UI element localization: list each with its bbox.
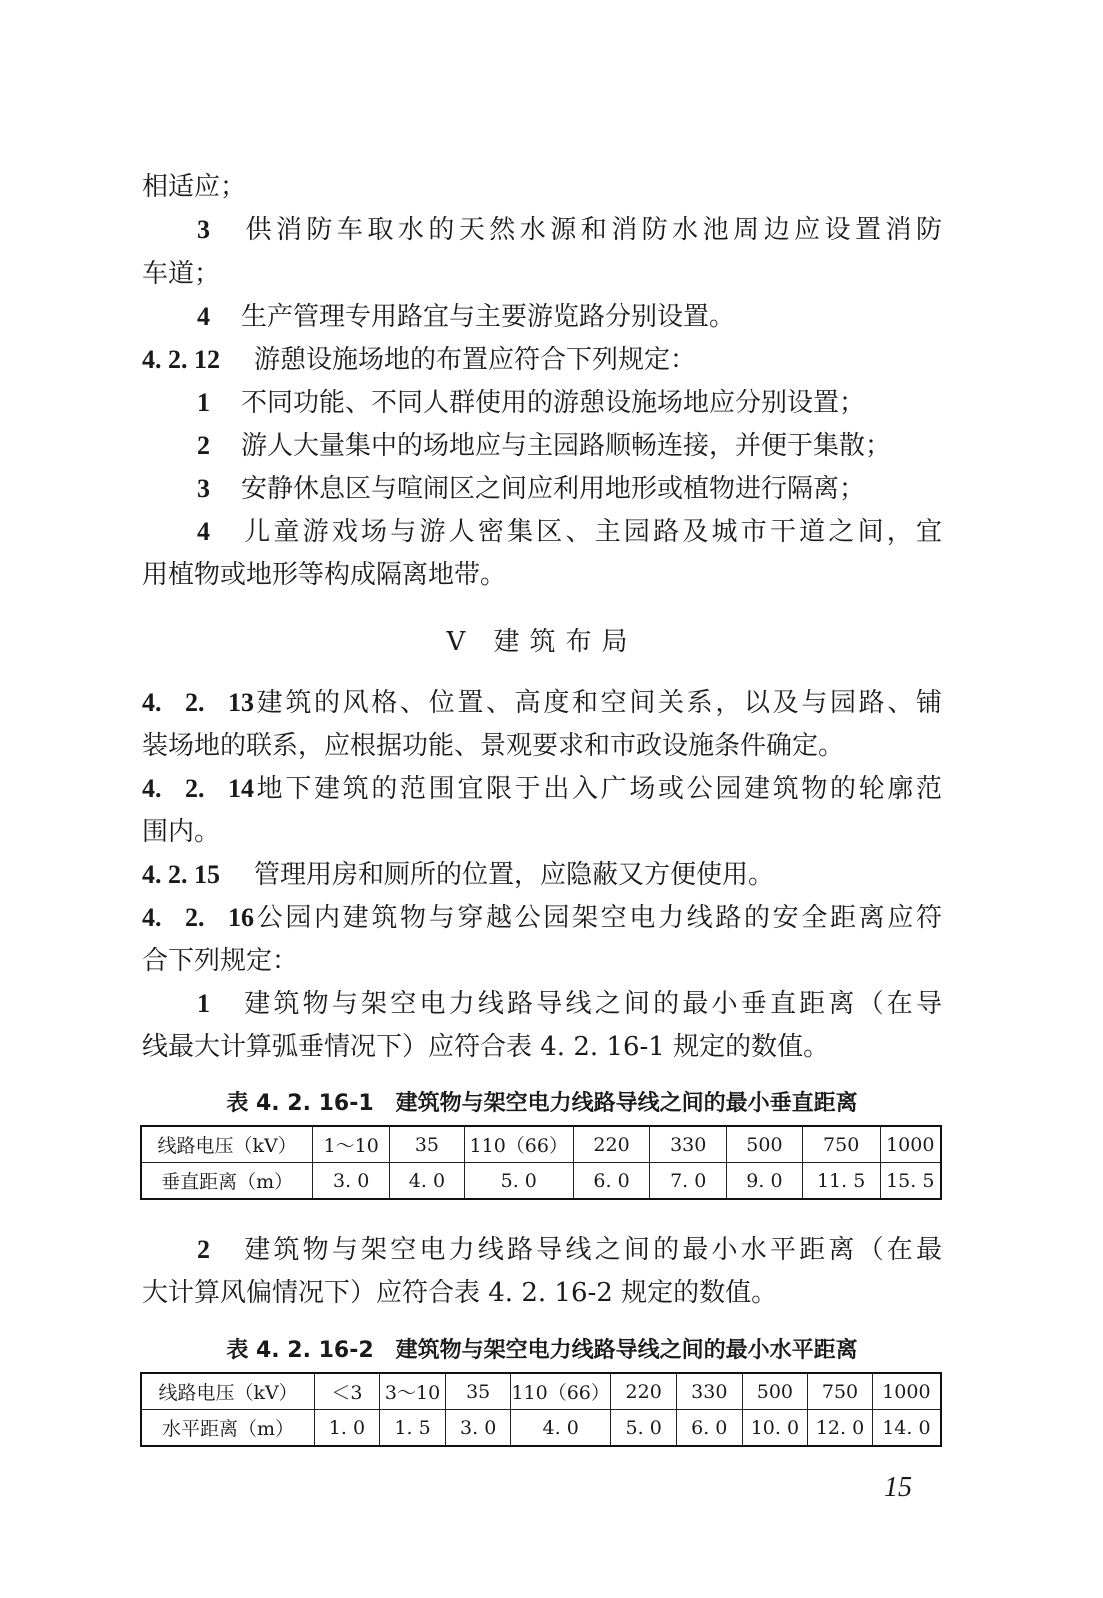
table-cell: 330 [676,1373,742,1410]
section-heading: Ⅴ 建筑布局 [446,627,638,657]
row-header: 线路电压（kV） [141,1373,315,1410]
table-cell: 750 [808,1373,873,1410]
table-cell: 9. 0 [727,1163,803,1200]
table-cell: 500 [727,1126,803,1163]
list-number: 4 [197,302,210,331]
table-cell: 5. 0 [611,1410,677,1447]
table-cell: 1. 5 [379,1410,446,1447]
clause-4-2-15 [142,858,942,892]
table-cell: 1. 0 [315,1410,380,1447]
clause-4-2-14-continuation: 围内。 [142,817,221,847]
list-text: 建筑物与架空电力线路导线之间的最小水平距离（在最 [241,1235,942,1265]
table-row [141,1410,941,1447]
clause-number: 4. 2. 15 [142,860,220,889]
list-number: 2 [197,1235,210,1264]
paragraph-continuation: 相适应； [142,172,247,202]
clause-4-2-16-item-1-continuation: 线最大计算弧垂情况下）应符合表 4. 2. 16-1 规定的数值。 [142,1032,830,1062]
list-number: 4 [197,517,210,546]
table-cell: 330 [650,1126,727,1163]
table-row [141,1373,941,1410]
clause-4-2-16-item-1 [197,987,942,1021]
table-cell: 3. 0 [446,1410,511,1447]
table-cell: 1000 [880,1126,941,1163]
list-text: 安静休息区与喧闹区之间应利用地形或植物进行隔离； [241,474,866,504]
list-number: 1 [197,388,210,417]
clause-text: 管理用房和厕所的位置，应隐蔽又方便使用。 [254,860,775,890]
table-cell: 500 [742,1373,808,1410]
table-caption: 表 4. 2. 16-2 建筑物与架空电力线路导线之间的最小水平距离 [226,1338,858,1363]
list-text: 建筑物与架空电力线路导线之间的最小垂直距离（在导 [241,989,942,1019]
clause-4-2-16-item-2-continuation: 大计算风偏情况下）应符合表 4. 2. 16-2 规定的数值。 [142,1278,778,1308]
clause-number: 4. 2. 16 [142,903,254,932]
table-cell: 6. 0 [573,1163,650,1200]
table-cell: 35 [446,1373,511,1410]
table-cell: 1000 [872,1373,941,1410]
table-caption: 表 4. 2. 16-1 建筑物与架空电力线路导线之间的最小垂直距离 [226,1091,858,1116]
table-cell: 4. 0 [510,1410,610,1447]
table-cell: 10. 0 [742,1410,808,1447]
table-cell: 12. 0 [808,1410,873,1447]
list-text: 生产管理专用路宜与主要游览路分别设置。 [241,302,736,332]
table-cell: 11. 5 [802,1163,880,1200]
list-item-4b [197,515,942,549]
table-cell: 35 [390,1126,465,1163]
vertical-distance-table [140,1125,942,1200]
list-text: 不同功能、不同人群使用的游憩设施场地应分别设置； [241,388,866,418]
table-cell: 14. 0 [872,1410,941,1447]
table-cell: 4. 0 [390,1163,465,1200]
table-cell: 6. 0 [676,1410,742,1447]
list-text: 供消防车取水的天然水源和消防水池周边应设置消防 [241,215,942,245]
clause-4-2-14 [142,772,942,806]
list-text: 游人大量集中的场地应与主园路顺畅连接，并便于集散； [241,431,892,461]
list-number: 3 [197,474,210,503]
table-cell: 1～10 [313,1126,390,1163]
list-item-4 [197,300,942,334]
clause-text: 地下建筑的范围宜限于出入广场或公园建筑物的轮廓范 [254,774,942,804]
table-cell: 220 [611,1373,677,1410]
clause-text: 建筑的风格、位置、高度和空间关系，以及与园路、铺 [254,688,942,718]
clause-4-2-16-item-2 [197,1233,942,1267]
table-cell: ＜3 [315,1373,380,1410]
clause-4-2-13-continuation: 装场地的联系，应根据功能、景观要求和市政设施条件确定。 [142,731,845,761]
table-row [141,1126,941,1163]
table-row [141,1163,941,1200]
table-cell: 15. 5 [880,1163,941,1200]
clause-number: 4. 2. 12 [142,345,220,374]
table-cell: 220 [573,1126,650,1163]
clause-text: 公园内建筑物与穿越公园架空电力线路的安全距离应符 [254,903,942,933]
list-item-4b-continuation: 用植物或地形等构成隔离地带。 [142,560,507,590]
row-header: 线路电压（kV） [141,1126,313,1163]
clause-4-2-16 [142,901,942,935]
table-cell: 110（66） [510,1373,610,1410]
clause-number: 4. 2. 13 [142,688,254,717]
list-item-3b [197,472,942,506]
list-number: 1 [197,989,210,1018]
list-item-2 [197,429,942,463]
table-cell: 5. 0 [464,1163,573,1200]
horizontal-distance-table [140,1372,942,1447]
list-item-3 [197,213,942,247]
list-item-1 [197,386,942,420]
table-cell: 3. 0 [313,1163,390,1200]
clause-4-2-12 [142,343,942,377]
table-cell: 3～10 [379,1373,446,1410]
clause-text: 游憩设施场地的布置应符合下列规定： [254,345,697,375]
table-cell: 750 [802,1126,880,1163]
clause-4-2-16-continuation: 合下列规定： [142,946,299,976]
list-number: 3 [197,215,210,244]
row-header: 垂直距离（m） [141,1163,313,1200]
row-header: 水平距离（m） [141,1410,315,1447]
page-number: 15 [884,1472,912,1503]
list-text: 儿童游戏场与游人密集区、主园路及城市干道之间，宜 [241,517,942,547]
list-number: 2 [197,431,210,460]
clause-4-2-13 [142,686,942,720]
list-item-3-continuation: 车道； [142,259,221,289]
clause-number: 4. 2. 14 [142,774,254,803]
table-cell: 110（66） [464,1126,573,1163]
table-cell: 7. 0 [650,1163,727,1200]
